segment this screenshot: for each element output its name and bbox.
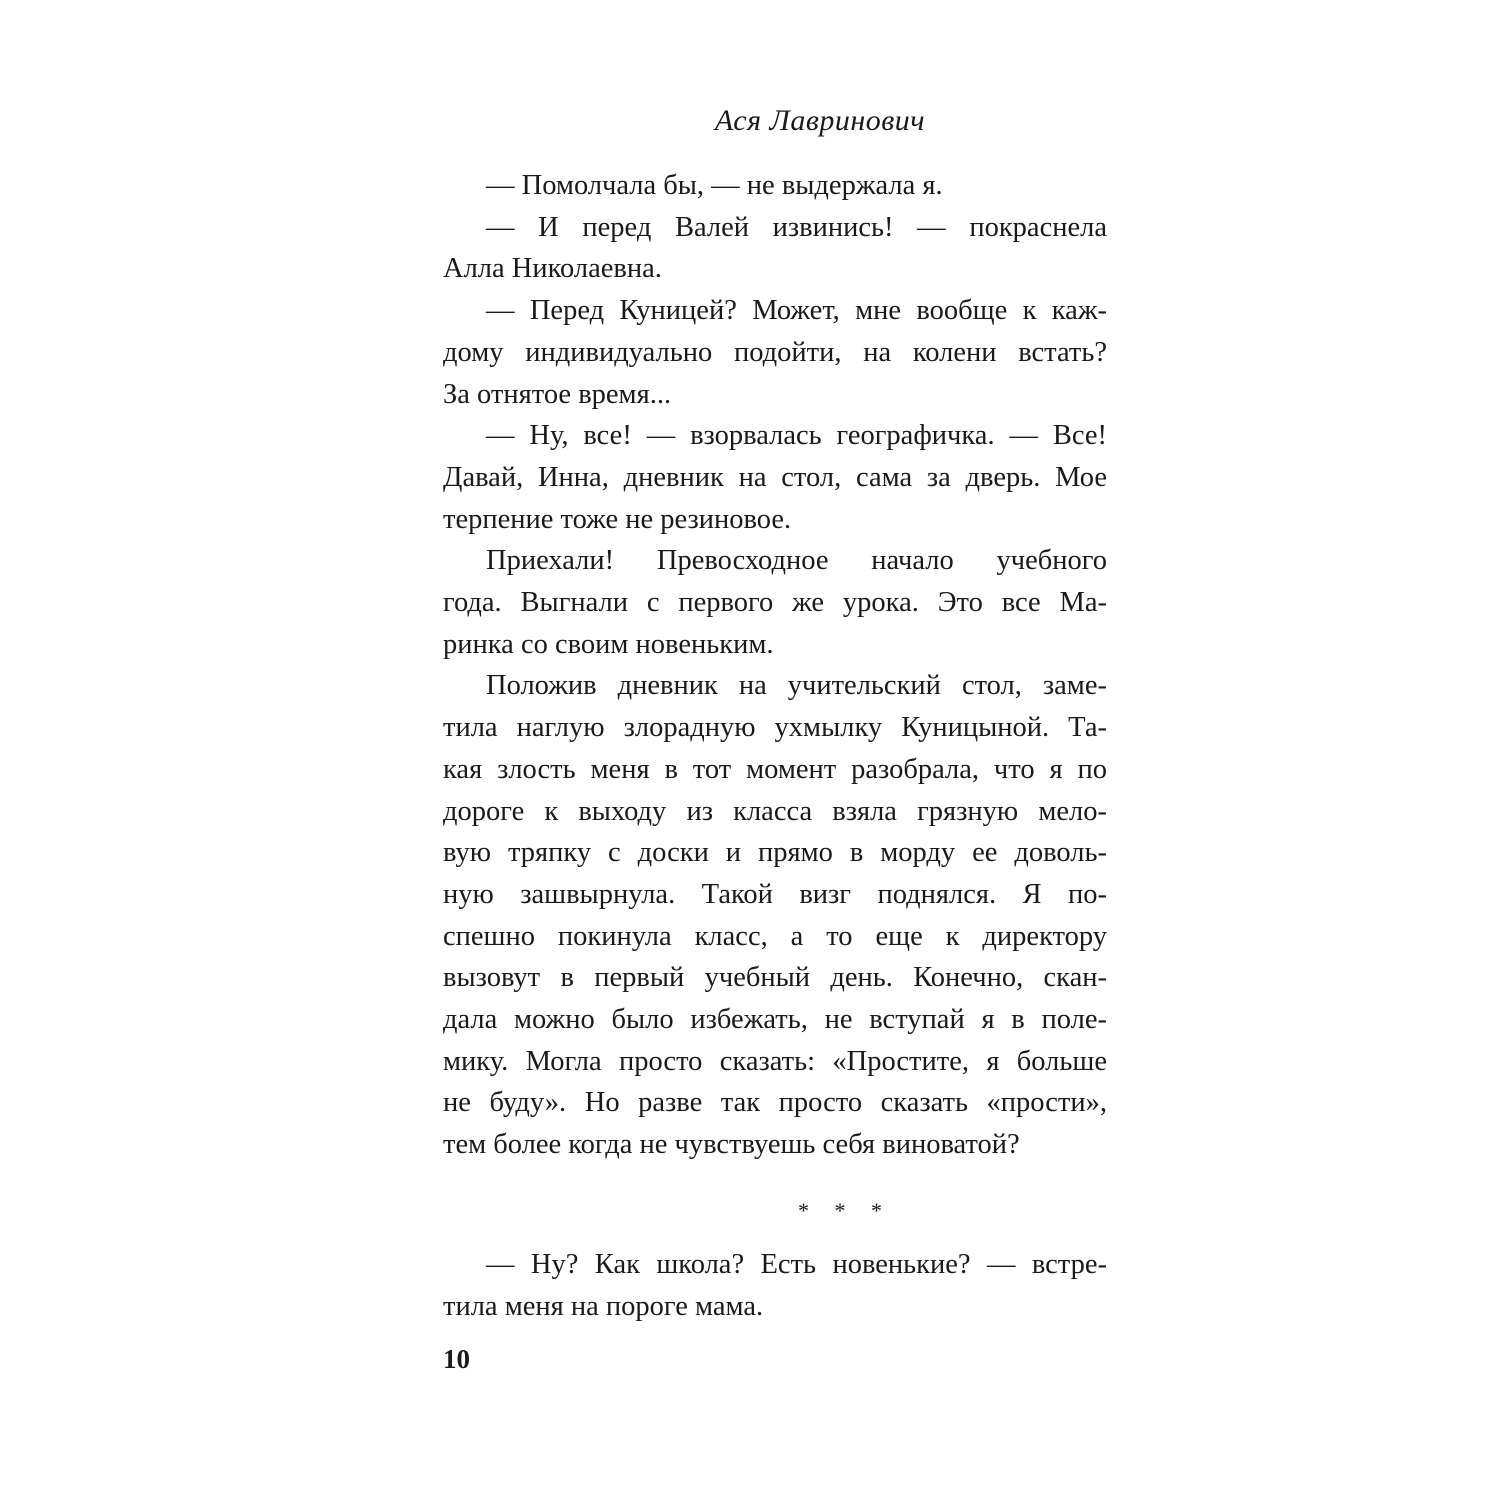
text-line: тила меня на пороге мама. bbox=[443, 1290, 764, 1322]
text-line: дороге к выходу из класса взяла грязную мело- bbox=[443, 795, 1107, 827]
text-line: кая злость меня в тот момент разобрала, что я по bbox=[443, 753, 1107, 785]
text-line: дала можно было избежать, не вступай я в поле- bbox=[443, 1004, 1107, 1035]
text-line: Алла Николаевна. bbox=[443, 253, 662, 285]
text-line: Положив дневник на учительский стол, заме- bbox=[486, 670, 1107, 702]
section-break: * * * bbox=[798, 1198, 892, 1223]
text-line: — И перед Валей извинись! — покраснела bbox=[486, 211, 1107, 243]
text-line: мику. Могла просто сказать: «Простите, я больше bbox=[443, 1045, 1107, 1077]
text-line: Давай, Инна, дневник на стол, сама за дверь. Мое bbox=[443, 461, 1107, 493]
text-line: ную зашвырнула. Такой визг поднялся. Я по- bbox=[443, 878, 1107, 910]
text-line: терпение тоже не резиновое. bbox=[443, 503, 792, 535]
text-line: — Помолчала бы, — не выдержала я. bbox=[486, 170, 943, 201]
text-line: спешно покинула класс, а то еще к директору bbox=[443, 920, 1107, 952]
text-line: не буду». Но разве так просто сказать «прости», bbox=[443, 1087, 1107, 1119]
text-line: — Ну? Как школа? Есть новенькие? — встре- bbox=[486, 1249, 1107, 1280]
text-line: вую тряпку с доски и прямо в морду ее доволь- bbox=[443, 837, 1107, 869]
text-line: За отнятое время... bbox=[443, 378, 672, 410]
text-line: Приехали! Превосходное начало учебного bbox=[486, 545, 1107, 577]
text-line: дому индивидуально подойти, на колени встать? bbox=[443, 336, 1107, 368]
text-line: тила наглую злорадную ухмылку Куницыной. Та- bbox=[443, 712, 1107, 744]
text-line: года. Выгнали с первого же урока. Это все Ма- bbox=[443, 587, 1107, 618]
text-line: ринка со своим новеньким. bbox=[443, 628, 774, 660]
text-line: — Ну, все! — взорвалась географичка. — Все! bbox=[486, 420, 1107, 452]
text-line: тем более когда не чувствуешь себя виноватой? bbox=[443, 1129, 1020, 1161]
page-number: 10 bbox=[443, 1344, 470, 1374]
text-line: вызовут в первый учебный день. Конечно, скан- bbox=[443, 962, 1107, 994]
running-title: Ася Лавринович bbox=[714, 104, 926, 137]
text-line: — Перед Куницей? Может, мне вообще к каж- bbox=[486, 295, 1107, 327]
